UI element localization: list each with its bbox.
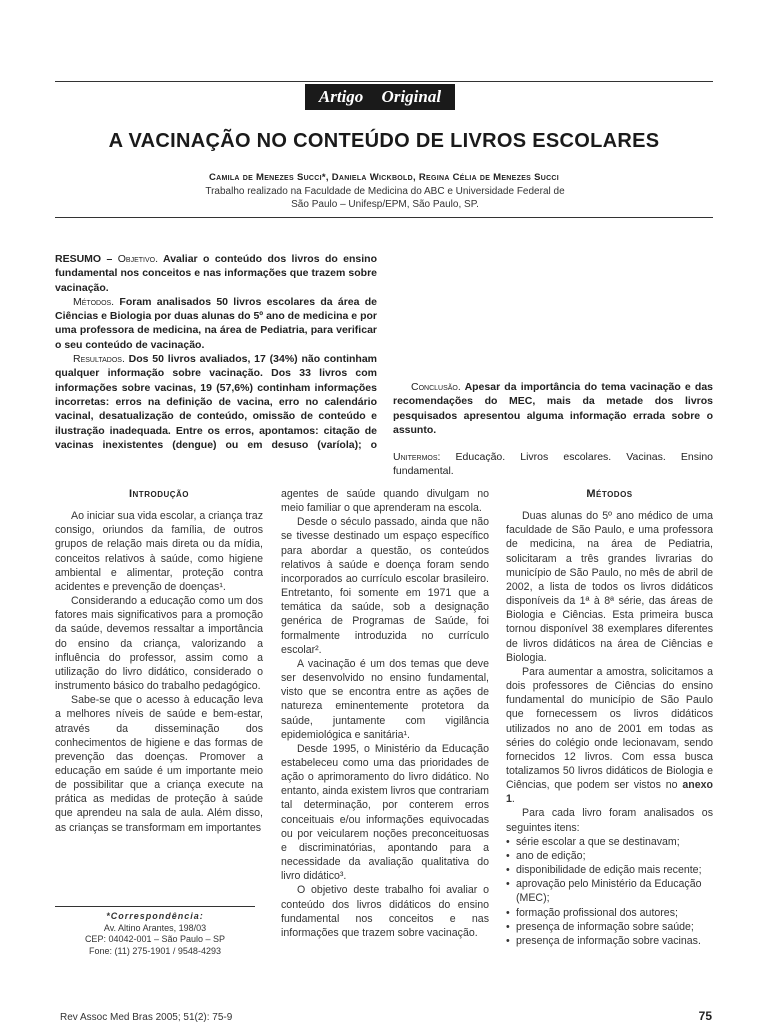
list-item: • aprovação pelo Ministério da Educação (MEC); (506, 877, 713, 905)
correspondence (55, 906, 255, 957)
conclusao-text: Apesar da importância do tema vacinação e das recomendações do MEC, mais da metade dos livros pesquisados apresentou alguma informação errada sobre o assunto. (393, 381, 713, 436)
page-number: 75 (698, 1009, 712, 1023)
introducao-column (55, 487, 263, 835)
resultados-text: Dos 50 livros avaliados, 17 (34%) não continham qualquer informação sobre vacinação. Dos 33 livros com informações sobre vacinas, 19 (57,6%) continham informações incorretas: erros na definição de vacina, erro no calendário vacinal, desatualização de conteúdo, omissão de conteúdo e ilustração inadequada. Entre os erros, apontamos: citação de vacinas inexistentes (dengue) ou em desuso (varíola); o (55, 353, 377, 451)
list-item: • presença de informação sobre vacinas. (506, 934, 713, 948)
section-badge: Artigo Original (305, 84, 455, 110)
criteria-list (506, 835, 713, 948)
metodos-paragraph-3: Para cada livro foram analisados os seguintes itens: (506, 807, 713, 834)
correspondence-address: Av. Altino Arantes, 198/03 (103, 922, 207, 933)
top-rule (55, 81, 713, 82)
conclusao-label: Conclusão. (411, 381, 461, 393)
list-item: • série escolar a que se destinavam; (506, 835, 713, 849)
metodos-column (506, 487, 713, 948)
abstract-right (393, 252, 713, 479)
middle-paragraph-1: agentes de saúde quando divulgam no meio familiar o que aprenderam na escola. (281, 488, 489, 515)
correspondence-cep: CEP: 04042-001 – São Paulo – SP (84, 934, 226, 944)
metodos-label: Métodos. (73, 295, 115, 308)
authors: Camila de Menezes Succi*, Daniela Wickbold, Regina Célia de Menezes Succi (208, 172, 560, 183)
metodos-heading: Métodos (586, 488, 633, 500)
unitermos-label: Unitermos: (393, 451, 441, 464)
resumo-label: RESUMO – (55, 253, 113, 265)
metodos-paragraph-1: Duas alunas do 5º ano médico de uma faculdade de São Paulo, e uma professora de medicina, na área de Pediatria, solicitaram a três grandes livrarias do município de São Paulo, no mês de abril de 2002, a lista de todos os livros didáticos disponíveis da 1ª à 8ª série, das áreas de Biologia e Ciências. Esta primeira busca tornou disponível 38 exemplares diferentes de livros didáticos na área de Ciências e Biologia. (506, 510, 713, 664)
middle-paragraph-5: O objetivo deste trabalho foi avaliar o conteúdo dos livros didáticos do ensino fundamental nos conceitos e nas informações que trazem sobre vacinação. (281, 884, 489, 939)
middle-paragraph-2: Desde o século passado, ainda que não se tivesse destinado um espaço específico para abordar a questão, os conteúdos relativos à saúde e doença foram sendo incorporados ao currículo escolar brasileiro. Entretanto, foi somente em 1971 que a temática da saúde, sob a designação genérica de Programas de Saúde, foi formalmente introduzida no currículo escolar². (281, 516, 489, 656)
middle-column (281, 487, 489, 940)
resultados-label: Resultados. (73, 353, 125, 366)
metodos-text: Foram analisados 50 livros escolares da área de Ciências e Biologia por duas alunas do 5º ano de medicina e por uma professora de medicina, na área de Pediatria, para verificar o seu conteúdo de vacinação. (55, 295, 378, 351)
correspondence-label: *Correspondência: (106, 911, 204, 921)
middle-paragraph-4: Desde 1995, o Ministério da Educação estabeleceu como uma das prioridades de ação o aprimoramento do livro didático. No entanto, ainda existem livros que contrariam tal determinação, por conterem erros conceituais e/ou informações equivocadas ou por veicularem noções preconceituosas e discriminatórias, apontando para a necessidade da avaliação qualitativa do livro didático³. (281, 742, 489, 883)
introducao-heading: Introdução (128, 488, 190, 500)
correspondence-phone: Fone: (11) 275-1901 / 9548-4293 (89, 945, 221, 956)
objetivo-text: Avaliar o conteúdo dos livros do ensino fundamental nos conceitos e nas informações que trazem sobre vacinação. (55, 253, 378, 294)
journal-citation: Rev Assoc Med Bras 2005; 51(2): 75-9 (60, 1012, 233, 1023)
article-title: A VACINAÇÃO NO CONTEÚDO DE LIVROS ESCOLARES (108, 130, 660, 152)
header-rule (55, 217, 713, 218)
objetivo-label: Objetivo. (117, 253, 158, 265)
middle-paragraph-3: A vacinação é um dos temas que deve ser desenvolvido no ensino fundamental, visto que se encontra entre as ações de natureza eminentemente protetora da saúde, juntamente com vigilância epidemiológica e sanitária¹. (281, 657, 489, 741)
anexo-reference: anexo 1 (506, 779, 713, 806)
unitermos-text: Educação. Livros escolares. Vacinas. Ensino fundamental. (393, 451, 713, 478)
intro-paragraph-1: Ao iniciar sua vida escolar, a criança traz consigo, oriundos da família, de outros grupos de relação mais direta ou da mídia, conceitos relativos à saúde, como higiene ambiental e alimentar, proteção contra acidentes e prevenção de doenças¹. (55, 510, 263, 593)
abstract-left (55, 252, 377, 452)
list-item: • presença de informação sobre saúde; (506, 920, 713, 934)
affiliation: Trabalho realizado na Faculdade de Medicina do ABC e Universidade Federal de São Paulo – Unifesp/EPM, São Paulo, SP. (205, 186, 565, 210)
list-item: • disponibilidade de edição mais recente; (506, 863, 713, 877)
list-item: • ano de edição; (506, 849, 713, 863)
list-item: • formação profissional dos autores; (506, 906, 713, 920)
intro-paragraph-3: Sabe-se que o acesso à educação leva a melhores níveis de saúde e bem-estar, através da disseminação dos conhecimentos de higiene e das formas de prevenção das doenças. Promover a educação em saúde é um importante meio de possibilitar que a criança execute na prática as medidas de proteção à saúde que aprendeu na sala de aula. Além disso, as crianças se transformam em importantes (55, 694, 263, 834)
intro-paragraph-2: Considerando a educação como um dos fatores mais significativos para a promoção da saúde, devemos ressaltar a importância do ensino da criança, valorizando a influência do professor, assim como a utilização do livro didático, considerado o instrumento básico do trabalho pedagógico. (55, 595, 263, 693)
metodos-paragraph-2: Para aumentar a amostra, solicitamos a dois professores de Ciências do ensino fundamental do município de São Paulo que fornecessem os livros didáticos utilizados no ano de 2001 em todas as séries do colégio onde lecionavam, sendo fornecidos 12 livros. Com essa busca totalizamos 50 livros didáticos de Biologia e Ciências, que podem ser vistos no anexo 1. (506, 665, 713, 806)
